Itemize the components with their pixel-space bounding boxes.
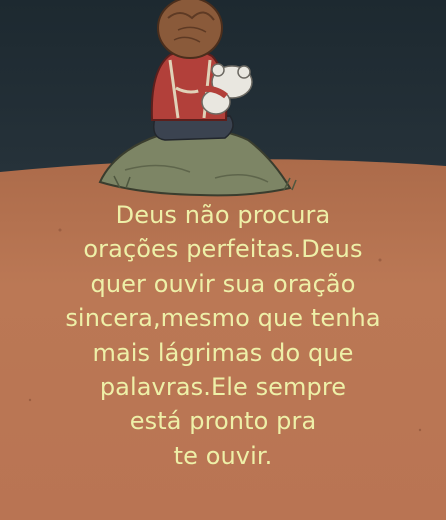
quote-line: te ouvir. [173, 441, 273, 470]
quote-line: Deus não procura [115, 201, 331, 229]
quote-line: quer ouvir sua oração [90, 269, 356, 298]
quote-line: sincera,mesmo que tenha [65, 304, 381, 333]
quote-line: palavras.Ele sempre [99, 373, 347, 402]
quote-line: orações perfeitas.Deus [83, 235, 363, 264]
quote-text [8, 198, 438, 473]
hair [158, 0, 222, 58]
quote-line: está pronto pra [129, 407, 317, 436]
quote-line: mais lágrimas do que [92, 338, 354, 367]
